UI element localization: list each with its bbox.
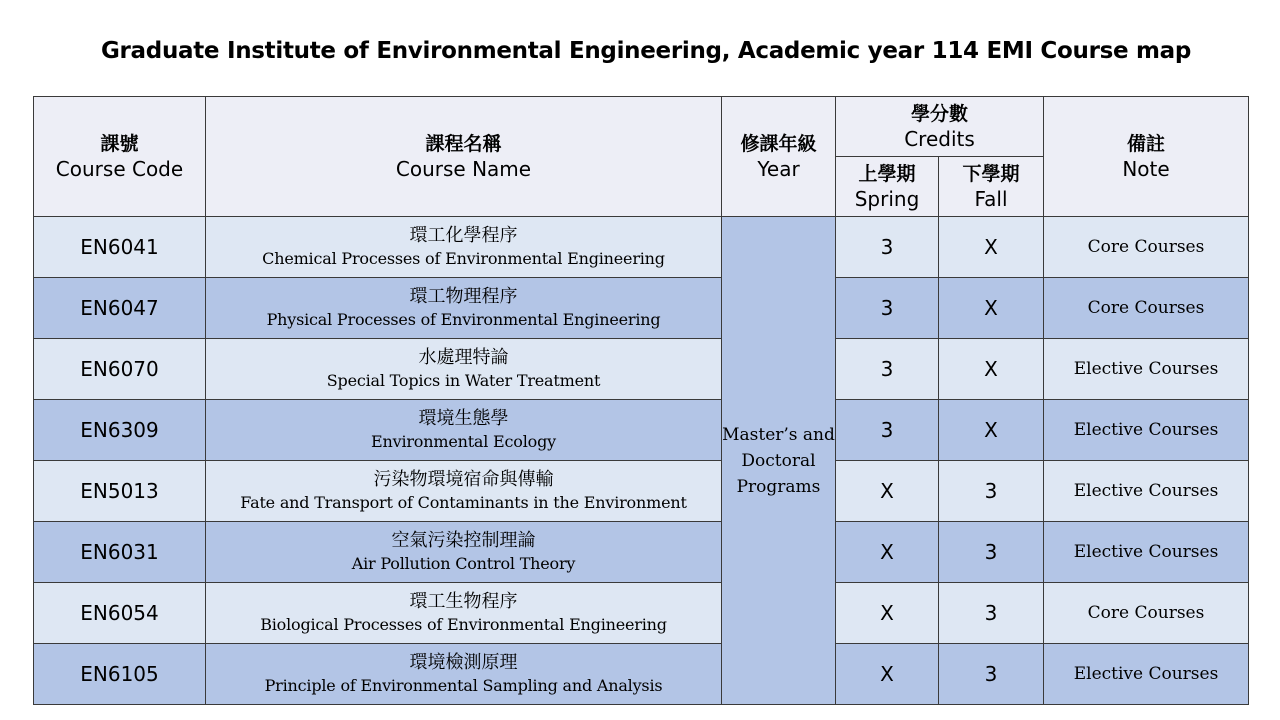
header-spring-en: Spring bbox=[854, 186, 920, 211]
spring-credit-cell: 3 bbox=[836, 278, 939, 339]
fall-credit-cell: X bbox=[939, 400, 1044, 461]
spring-credit-cell: X bbox=[836, 644, 939, 705]
spring-credit-cell: X bbox=[836, 522, 939, 583]
header-fall bbox=[939, 157, 1044, 217]
page-title: Graduate Institute of Environmental Engineering, Academic year 114 EMI Course map bbox=[100, 38, 1192, 64]
header-credits bbox=[836, 97, 1044, 157]
course-name-cell bbox=[206, 217, 722, 278]
header-note-zh: 備註 bbox=[1127, 132, 1166, 155]
course-code-cell: EN6309 bbox=[34, 400, 206, 461]
table-row bbox=[34, 400, 1249, 461]
header-year bbox=[722, 97, 836, 217]
note-cell: Core Courses bbox=[1044, 217, 1249, 278]
header-note-en: Note bbox=[1122, 156, 1170, 181]
course-name-zh: 環工生物程序 bbox=[409, 591, 518, 612]
course-name-zh: 環工化學程序 bbox=[409, 225, 518, 246]
header-course-code bbox=[34, 97, 206, 217]
table-row bbox=[34, 522, 1249, 583]
course-name-en: Biological Processes of Environmental Engineering bbox=[260, 615, 667, 634]
course-name-cell bbox=[206, 278, 722, 339]
table-row bbox=[34, 644, 1249, 705]
spring-credit-cell: X bbox=[836, 461, 939, 522]
table-row bbox=[34, 461, 1249, 522]
note-cell: Elective Courses bbox=[1044, 339, 1249, 400]
table-row bbox=[34, 278, 1249, 339]
course-name-zh: 空氣污染控制理論 bbox=[391, 530, 536, 551]
course-name-en: Air Pollution Control Theory bbox=[351, 554, 576, 573]
header-year-en: Year bbox=[757, 156, 800, 181]
header-course-name-zh: 課程名稱 bbox=[425, 132, 502, 155]
header-spring bbox=[836, 157, 939, 217]
table-row bbox=[34, 217, 1249, 278]
header-note bbox=[1044, 97, 1249, 217]
spring-credit-cell: 3 bbox=[836, 217, 939, 278]
course-map-table bbox=[33, 96, 1249, 705]
fall-credit-cell: 3 bbox=[939, 522, 1044, 583]
course-name-zh: 環工物理程序 bbox=[409, 286, 518, 307]
fall-credit-cell: X bbox=[939, 217, 1044, 278]
course-name-zh: 水處理特論 bbox=[418, 347, 509, 368]
header-credits-en: Credits bbox=[904, 126, 975, 151]
year-cell: Master’s and Doctoral Programs bbox=[722, 217, 836, 705]
course-name-en: Fate and Transport of Contaminants in the Environment bbox=[240, 493, 687, 512]
spring-credit-cell: 3 bbox=[836, 339, 939, 400]
header-year-zh: 修課年級 bbox=[740, 132, 817, 155]
course-name-en: Special Topics in Water Treatment bbox=[326, 371, 601, 390]
course-name-cell bbox=[206, 522, 722, 583]
fall-credit-cell: X bbox=[939, 278, 1044, 339]
header-fall-zh: 下學期 bbox=[962, 162, 1020, 185]
header-credits-zh: 學分數 bbox=[911, 102, 969, 125]
note-cell: Elective Courses bbox=[1044, 400, 1249, 461]
course-name-en: Principle of Environmental Sampling and Analysis bbox=[264, 676, 663, 695]
spring-credit-cell: X bbox=[836, 583, 939, 644]
fall-credit-cell: X bbox=[939, 339, 1044, 400]
course-name-en: Environmental Ecology bbox=[371, 432, 556, 451]
note-cell: Elective Courses bbox=[1044, 644, 1249, 705]
fall-credit-cell: 3 bbox=[939, 461, 1044, 522]
note-cell: Elective Courses bbox=[1044, 522, 1249, 583]
course-code-cell: EN6047 bbox=[34, 278, 206, 339]
course-name-cell bbox=[206, 583, 722, 644]
spring-credit-cell: 3 bbox=[836, 400, 939, 461]
table-row bbox=[34, 583, 1249, 644]
course-name-en: Chemical Processes of Environmental Engineering bbox=[262, 249, 665, 268]
course-name-cell bbox=[206, 461, 722, 522]
table-row bbox=[34, 339, 1249, 400]
course-name-zh: 環境生態學 bbox=[418, 408, 509, 429]
course-name-en: Physical Processes of Environmental Engineering bbox=[266, 310, 661, 329]
header-course-code-en: Course Code bbox=[55, 156, 184, 181]
course-code-cell: EN6054 bbox=[34, 583, 206, 644]
note-cell: Core Courses bbox=[1044, 278, 1249, 339]
fall-credit-cell: 3 bbox=[939, 644, 1044, 705]
course-code-cell: EN5013 bbox=[34, 461, 206, 522]
header-fall-en: Fall bbox=[974, 186, 1008, 211]
course-name-zh: 環境檢測原理 bbox=[409, 652, 518, 673]
course-code-cell: EN6105 bbox=[34, 644, 206, 705]
header-course-name-en: Course Name bbox=[395, 156, 532, 181]
fall-credit-cell: 3 bbox=[939, 583, 1044, 644]
course-name-cell bbox=[206, 339, 722, 400]
header-course-code-zh: 課號 bbox=[100, 132, 139, 155]
course-name-cell bbox=[206, 400, 722, 461]
course-code-cell: EN6041 bbox=[34, 217, 206, 278]
header-spring-zh: 上學期 bbox=[858, 162, 916, 185]
course-code-cell: EN6031 bbox=[34, 522, 206, 583]
header-course-name bbox=[206, 97, 722, 217]
note-cell: Core Courses bbox=[1044, 583, 1249, 644]
course-name-cell bbox=[206, 644, 722, 705]
course-name-zh: 污染物環境宿命與傳輸 bbox=[373, 469, 554, 490]
course-code-cell: EN6070 bbox=[34, 339, 206, 400]
note-cell: Elective Courses bbox=[1044, 461, 1249, 522]
